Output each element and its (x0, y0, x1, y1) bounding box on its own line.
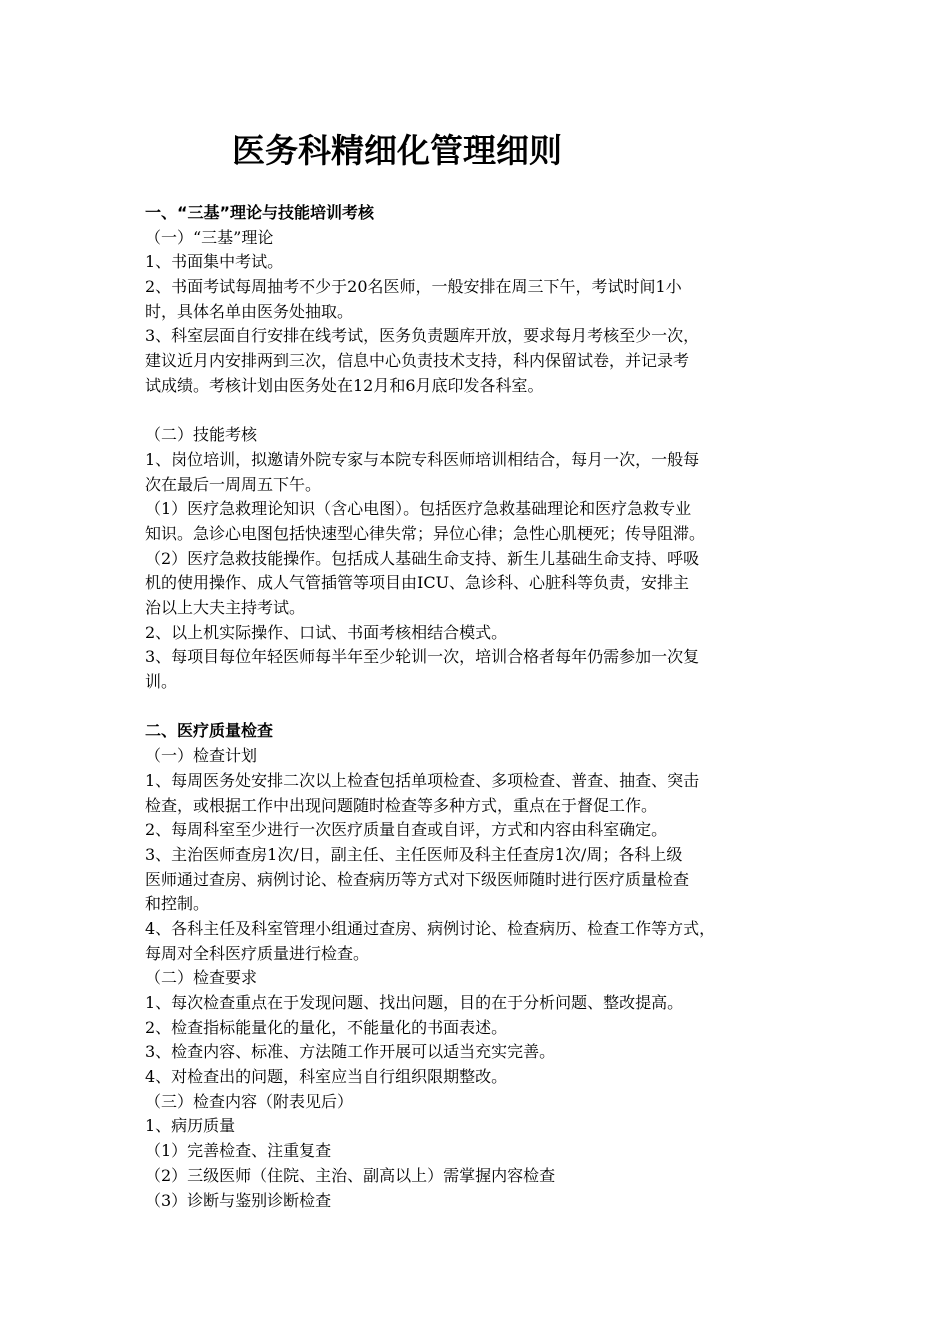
paragraph-line: 2、书面考试每周抽考不少于20名医师，一般安排在周三下午，考试时间1小 (145, 277, 682, 297)
paragraph-line: 1、岗位培训，拟邀请外院专家与本院专科医师培训相结合，每月一次，一般每 (145, 449, 700, 469)
paragraph-line: 治以上大夫主持考试。 (145, 598, 306, 617)
paragraph-line: 知识。急诊心电图包括快速型心律失常；异位心律；急性心肌梗死；传导阻滞。 (145, 523, 706, 543)
paragraph-line: （1）医疗急救理论知识（含心电图）。包括医疗急救基础理论和医疗急救专业 (145, 499, 692, 519)
paragraph-line: 2、检查指标能量化的量化，不能量化的书面表述。 (145, 1017, 508, 1037)
paragraph-line: （2）医疗急救技能操作。包括成人基础生命支持、新生儿基础生命支持、呼吸 (145, 548, 700, 568)
paragraph-line: 医师通过查房、病例讨论、检查病历等方式对下级医师随时进行医疗质量检查 (145, 869, 690, 889)
section-heading: 二、医疗质量检查 (145, 721, 274, 741)
paragraph-line: （一）“三基”理论 (145, 227, 274, 247)
paragraph-line: 2、以上机实际操作、口试、书面考核相结合模式。 (145, 622, 508, 642)
paragraph-line: 建议近月内安排两到三次，信息中心负责技术支持，科内保留试卷，并记录考 (145, 351, 690, 371)
paragraph-line: 1、病历质量 (145, 1116, 236, 1136)
paragraph-line: 次在最后一周周五下午。 (145, 474, 322, 494)
paragraph-line: 3、科室层面自行安排在线考试，医务负责题库开放，要求每月考核至少一次， (145, 326, 700, 346)
paragraph-line: 每周对全科医疗质量进行检查。 (145, 943, 370, 963)
document-title: 医务科精细化管理细则 (232, 131, 562, 170)
paragraph-line: （2）三级医师（住院、主治、副高以上）需掌握内容检查 (145, 1165, 556, 1185)
paragraph-line: 1、每次检查重点在于发现问题、找出问题，目的在于分析问题、整改提高。 (145, 993, 684, 1012)
blank-line (145, 695, 825, 720)
paragraph-line: （1）完善检查、注重复查 (145, 1141, 332, 1161)
paragraph-line: 1、每周医务处安排二次以上检查包括单项检查、多项检查、普查、抽查、突击 (145, 770, 700, 790)
paragraph-line: 3、每项目每位年轻医师每半年至少轮训一次，培训合格者每年仍需参加一次复 (145, 647, 700, 667)
section-heading: 一、“三基”理论与技能培训考核 (145, 203, 375, 222)
blank-line (145, 399, 825, 424)
paragraph-line: 4、对检查出的问题，科室应当自行组织限期整改。 (145, 1067, 508, 1087)
paragraph-line: 时，具体名单由医务处抽取。 (145, 301, 354, 321)
paragraph-line: 2、每周科室至少进行一次医疗质量自查或自评，方式和内容由科室确定。 (145, 820, 668, 840)
paragraph-line: 3、主治医师查房1次/日，副主任、主任医师及科主任查房1次/周；各科上级 (145, 844, 683, 864)
paragraph-line: （三）检查内容（附表见后） (145, 1091, 354, 1111)
paragraph-line: 机的使用操作、成人气管插管等项目由ICU、急诊科、心脏科等负责，安排主 (145, 573, 690, 593)
paragraph-line: 3、检查内容、标准、方法随工作开展可以适当充实完善。 (145, 1042, 556, 1062)
document-body (145, 201, 825, 1213)
paragraph-line: （二）检查要求 (145, 968, 258, 988)
paragraph-line: （一）检查计划 (145, 746, 258, 766)
paragraph-line: 检查，或根据工作中出现问题随时检查等多种方式，重点在于督促工作。 (145, 795, 658, 815)
paragraph-line: （3）诊断与鉴别诊断检查 (145, 1190, 332, 1210)
paragraph-line: 试成绩。考核计划由医务处在12月和6月底印发各科室。 (145, 375, 544, 395)
paragraph-line: 1、书面集中考试。 (145, 252, 284, 272)
paragraph-line: 4、各科主任及科室管理小组通过查房、病例讨论、检查病历、检查工作等方式， (145, 918, 716, 938)
paragraph-line: （二）技能考核 (145, 425, 258, 445)
paragraph-line: 和控制。 (145, 894, 210, 914)
paragraph-line: 训。 (145, 672, 178, 692)
